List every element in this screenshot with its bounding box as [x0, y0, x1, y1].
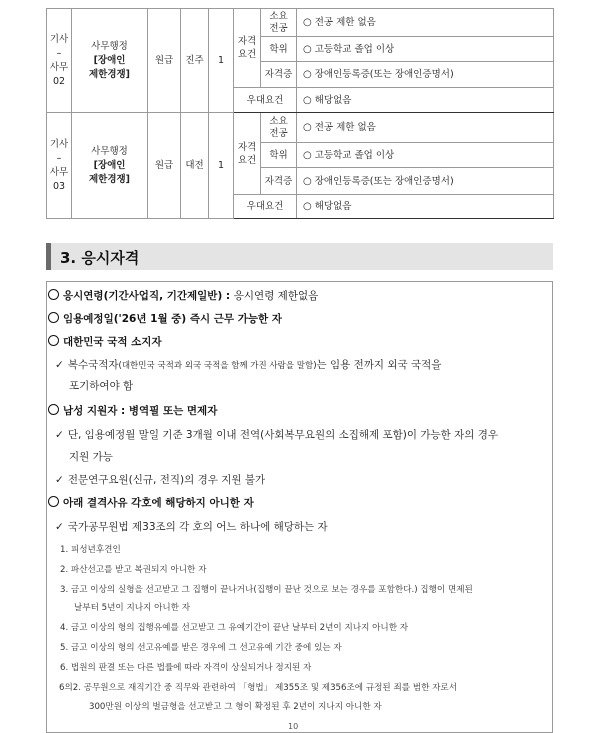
count-cell: 1: [209, 113, 234, 219]
preference-value: ○ 해당없음: [297, 88, 554, 113]
certificate-label: 자격증: [261, 62, 297, 88]
major-label: 소요 전공: [261, 113, 297, 143]
check-icon: ✓: [55, 521, 64, 533]
job-title-cell: 사무행정 [장애인 제한경쟁]: [72, 9, 148, 113]
list-item: 3. 금고 이상의 실형을 선고받고 그 집행이 끝나거나(집행이 끝난 것으로 보는 경우를 포함한다.) 집행이 면제된: [60, 585, 473, 595]
position-code-cell: 기사 – 사무 02: [47, 9, 72, 113]
major-value: ○ 전공 제한 없음: [297, 113, 554, 143]
list-item: 4. 금고 이상의 형의 집행유예를 선고받고 그 유예기간이 끝난 날부터 2년이 지나지 아니한 자: [60, 623, 409, 633]
military-requirement: 남성 지원자 : 병역필 또는 면제자: [47, 403, 217, 418]
table-row: [47, 113, 554, 143]
position-code-cell: 기사 – 사무 03: [47, 113, 72, 219]
disqualification-intro: ✓ 국가공무원법 제33조의 각 호의 어느 하나에 해당하는 자: [55, 521, 328, 533]
certificate-value: ○ 장애인등록증(또는 장애인증명서): [297, 168, 554, 195]
qualification-header: 자격 요건: [234, 9, 261, 88]
qualification-content-box: [46, 281, 553, 733]
check-icon: ✓: [55, 359, 64, 371]
list-item-cont: 날부터 5년이 지나지 아니한 자: [74, 603, 191, 613]
military-note-1: ✓ 단, 임용예정월 말일 기준 3개월 이내 전역(사회복무요원의 소집해제 포함)이 가능한 자의 경우: [55, 429, 499, 441]
job-title-cell: 사무행정 [장애인 제한경쟁]: [72, 113, 148, 219]
circle-bullet-icon: [48, 335, 59, 346]
qualification-header: 자격 요건: [234, 113, 261, 195]
count-cell: 1: [209, 9, 234, 113]
page-number: 10: [288, 722, 299, 731]
list-item: 2. 파산선고를 받고 복권되지 아니한 자: [60, 565, 207, 575]
employment-type-cell: 원급: [148, 113, 181, 219]
preference-value: ○ 해당없음: [297, 195, 554, 219]
table-row: [47, 9, 554, 37]
preference-label: 우대요건: [234, 195, 297, 219]
circle-bullet-icon: [48, 289, 59, 300]
employment-type-cell: 원급: [148, 9, 181, 113]
citizenship-requirement: 대한민국 국적 소지자: [47, 334, 162, 349]
section-header: [46, 243, 553, 270]
major-value: ○ 전공 제한 없음: [297, 9, 554, 37]
list-item: 5. 금고 이상의 형의 선고유예를 받은 경우에 그 선고유예 기간 중에 있는 자: [60, 643, 342, 653]
major-label: 소요 전공: [261, 9, 297, 37]
location-cell: 대전: [181, 113, 209, 219]
circle-bullet-icon: [48, 404, 59, 415]
check-icon: ✓: [55, 429, 64, 441]
location-cell: 진주: [181, 9, 209, 113]
list-item: 1. 피성년후견인: [60, 545, 121, 555]
military-note-2: ✓ 전문연구요원(신규, 전직)의 경우 지원 불가: [55, 474, 266, 486]
education-value: ○ 고등학교 졸업 이상: [297, 143, 554, 168]
circle-bullet-icon: [48, 496, 59, 507]
education-label: 학위: [261, 37, 297, 62]
circle-bullet-icon: [48, 312, 59, 323]
disqualification-requirement: 아래 결격사유 각호에 해당하지 아니한 자: [47, 495, 254, 510]
list-item-cont: 300만원 이상의 벌금형을 선고받고 그 형이 확정된 후 2년이 지나지 아니한 자: [89, 702, 382, 712]
list-item: 6. 법원의 판결 또는 다른 법률에 따라 자격이 상실되거나 정지된 자: [60, 663, 312, 673]
certificate-value: ○ 장애인등록증(또는 장애인증명서): [297, 62, 554, 88]
start-date-requirement: 임용예정일('26년 1월 중) 즉시 근무 가능한 자: [47, 311, 282, 326]
dual-citizenship-note: ✓ 복수국적자(대한민국 국적과 외국 국적을 함께 가진 사람을 말함)는 임용 전까지 외국 국적을: [55, 359, 442, 371]
certificate-label: 자격증: [261, 168, 297, 195]
recruitment-table: [46, 8, 554, 219]
education-label: 학위: [261, 143, 297, 168]
age-requirement: 응시연령(기간사업직, 기간제일반) : 응시연령 제한없음: [47, 288, 318, 303]
education-value: ○ 고등학교 졸업 이상: [297, 37, 554, 62]
dual-citizenship-note-cont: 포기하여야 함: [69, 380, 134, 392]
military-note-1-cont: 지원 가능: [69, 451, 113, 463]
section-title: 3. 응시자격: [60, 249, 140, 267]
list-item: 6의2. 공무원으로 재직기간 중 직무와 관련하여 「형법」 제355조 및 제356조에 규정된 죄를 범한 자로서: [59, 683, 458, 693]
preference-label: 우대요건: [234, 88, 297, 113]
check-icon: ✓: [55, 474, 64, 486]
section-accent-bar: [46, 243, 51, 270]
